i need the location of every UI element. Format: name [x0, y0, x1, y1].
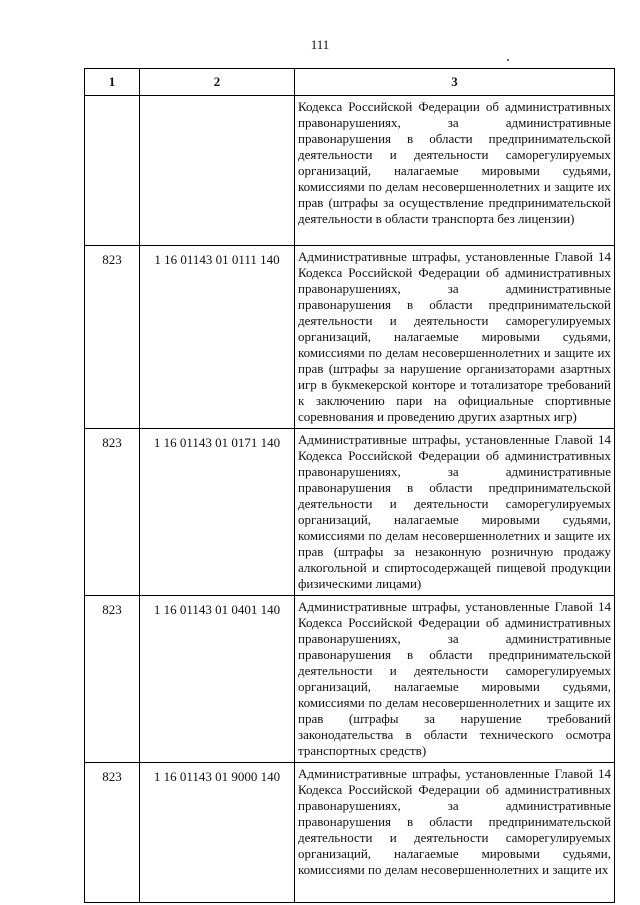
description-line: правонарушениях, за административные: [298, 281, 611, 296]
admin-code-cell: [85, 96, 140, 246]
description-line: соревнования и проведению других азартных игр): [298, 409, 577, 424]
table-row: [85, 596, 615, 763]
description-line: деятельности и деятельности саморегулируемых: [298, 830, 611, 845]
description-line: алкогольной и спиртосодержащей пищевой продукции: [298, 560, 611, 575]
admin-code-cell: 823: [85, 763, 140, 903]
description-line: Административные штрафы, установленные Главой 14: [298, 432, 611, 447]
description-line: деятельности и деятельности саморегулируемых: [298, 663, 611, 678]
description-line: правонарушениях, за административные: [298, 798, 611, 813]
description-line: к заключению пари на официальные спортивные: [298, 393, 611, 408]
description-line: организаций, налагаемые мировыми судьями,: [298, 512, 611, 527]
description-line: деятельности и деятельности саморегулируемых: [298, 313, 611, 328]
description-cell: [295, 246, 615, 429]
description-line: игр в букмекерской конторе и тотализаторе требований: [298, 377, 611, 392]
description-line: правонарушения в области предпринимательской: [298, 480, 611, 495]
description-line: правонарушения в области предпринимательской: [298, 131, 611, 146]
document-table: [84, 68, 615, 903]
table-row: [85, 429, 615, 596]
description-line: организаций, налагаемые мировыми судьями,: [298, 163, 611, 178]
description-line: Административные штрафы, установленные Главой 14: [298, 599, 611, 614]
table-row: [85, 246, 615, 429]
description-line: деятельности в области транспорта без лицензии): [298, 211, 575, 226]
description-line: Административные штрафы, установленные Главой 14: [298, 766, 611, 781]
admin-code-cell: 823: [85, 429, 140, 596]
description-line: правонарушения в области предпринимательской: [298, 297, 611, 312]
description-cell: [295, 596, 615, 763]
kbk-code-cell: 1 16 01143 01 0111 140: [140, 246, 295, 429]
description-line: деятельности и деятельности саморегулируемых: [298, 147, 611, 162]
description-line: правонарушениях, за административные: [298, 464, 611, 479]
page-number: 111: [310, 37, 330, 52]
description-line: организаций, налагаемые мировыми судьями,: [298, 846, 611, 861]
description-line: прав (штрафы за осуществление предпринимательской: [298, 195, 611, 210]
kbk-code-cell: 1 16 01143 01 9000 140: [140, 763, 295, 903]
description-line: организаций, налагаемые мировыми судьями,: [298, 329, 611, 344]
description-line: Кодекса Российской Федерации об административных: [298, 615, 611, 630]
description-line: правонарушениях, за административные: [298, 631, 611, 646]
description-line: комиссиями по делам несовершеннолетних и защите их: [298, 345, 611, 360]
description-line: Кодекса Российской Федерации об административных: [298, 448, 611, 463]
description-line: прав (штрафы за нарушение требований: [298, 711, 611, 726]
description-line: Административные штрафы, установленные Главой 14: [298, 249, 611, 264]
description-line: правонарушения в области предпринимательской: [298, 647, 611, 662]
description-cell: [295, 96, 615, 246]
description-line: комиссиями по делам несовершеннолетних и защите их: [298, 862, 609, 877]
description-line: законодательства в области технического осмотра: [298, 727, 611, 742]
scan-speck: [507, 59, 509, 61]
description-line: правонарушениях, за административные: [298, 115, 611, 130]
header-col-3: 3: [295, 69, 615, 96]
description-line: Кодекса Российской Федерации об административных: [298, 782, 611, 797]
header-row: [85, 69, 615, 96]
description-line: комиссиями по делам несовершеннолетних и защите их: [298, 179, 611, 194]
description-line: прав (штрафы за нарушение организаторами азартных: [298, 361, 611, 376]
description-line: Кодекса Российской Федерации об административных: [298, 265, 611, 280]
kbk-code-cell: 1 16 01143 01 0401 140: [140, 596, 295, 763]
description-line: комиссиями по делам несовершеннолетних и защите их: [298, 528, 611, 543]
header-col-2: 2: [140, 69, 295, 96]
admin-code-cell: 823: [85, 596, 140, 763]
table-row: [85, 763, 615, 903]
admin-code-cell: 823: [85, 246, 140, 429]
description-cell: [295, 763, 615, 903]
table-row: [85, 96, 615, 246]
header-col-1: 1: [85, 69, 140, 96]
table-body: [85, 96, 615, 903]
description-line: Кодекса Российской Федерации об административных: [298, 99, 611, 114]
description-line: прав (штрафы за незаконную розничную продажу: [298, 544, 611, 559]
description-line: деятельности и деятельности саморегулируемых: [298, 496, 611, 511]
description-line: физическими лицами): [298, 576, 422, 591]
description-line: транспортных средств): [298, 743, 427, 758]
description-line: комиссиями по делам несовершеннолетних и защите их: [298, 695, 611, 710]
description-cell: [295, 429, 615, 596]
kbk-code-cell: 1 16 01143 01 0171 140: [140, 429, 295, 596]
description-line: правонарушения в области предпринимательской: [298, 814, 611, 829]
kbk-code-cell: [140, 96, 295, 246]
description-line: организаций, налагаемые мировыми судьями,: [298, 679, 611, 694]
